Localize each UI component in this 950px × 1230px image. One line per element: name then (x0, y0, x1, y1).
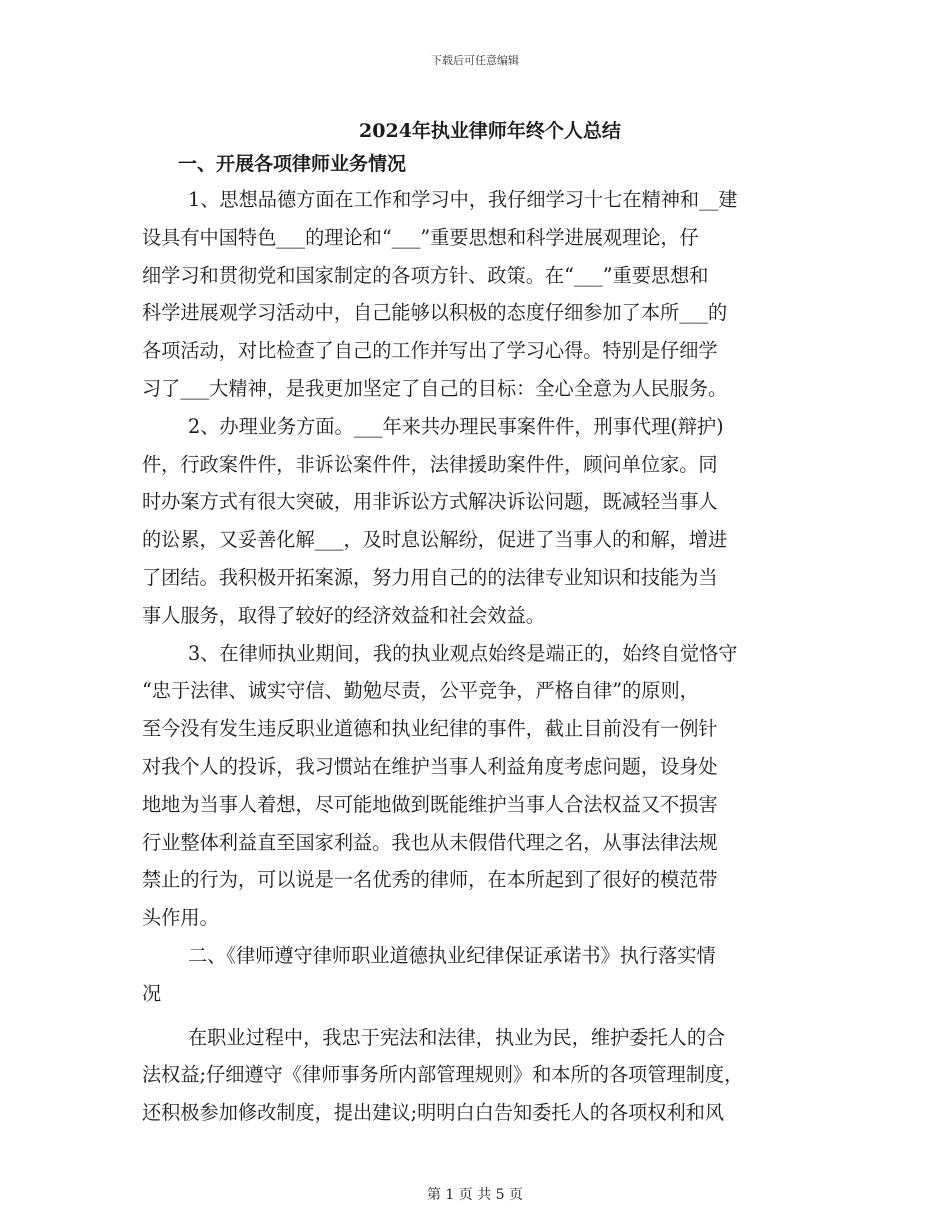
body-line: 时办案方式有很大突破，用非诉讼方式解决诉讼问题，既减轻当事人 (142, 490, 718, 514)
body-line: 件，行政案件件，非诉讼案件件，法律援助案件件，顾问单位家。同 (142, 452, 718, 476)
body-line: 科学进展观学习活动中，自己能够以积极的态度仔细参加了本所___的 (142, 301, 728, 325)
body-line: 行业整体利益直至国家利益。我也从未假借代理之名，从事法律法规 (142, 830, 718, 854)
document-body (142, 186, 814, 1137)
body-line: 地地为当事人着想，尽可能地做到既能维护当事人合法权益又不损害 (142, 792, 718, 816)
body-line: 的讼累，又妥善化解___，及时息讼解纷，促进了当事人的和解，增进 (142, 528, 728, 552)
body-line: 对我个人的投诉，我习惯站在维护当事人利益角度考虑问题，设身处 (142, 754, 718, 778)
page-footer: 第 1 页 共 5 页 (426, 1187, 524, 1203)
body-line: 各项活动，对比检查了自己的工作并写出了学习心得。特别是仔细学 (142, 339, 718, 363)
body-line: 二、《律师遵守律师职业道德执业纪律保证承诺书》执行落实情 (188, 943, 716, 967)
body-line: 事人服务，取得了较好的经济效益和社会效益。 (142, 603, 545, 627)
body-line: 禁止的行为，可以说是一名优秀的律师，在本所起到了很好的模范带 (142, 868, 718, 892)
body-line: 设具有中国特色___的理论和“___”重要思想和科学进展观理论，仔 (142, 225, 699, 249)
body-line: “忠于法律、诚实守信、勤勉尽责，公平竞争，严格自律”的原则， (142, 679, 699, 703)
body-line: 2、办理业务方面。___年来共办理民事案件件，刑事代理(辩护) (188, 414, 724, 438)
page-header: 下载后可任意编辑 (431, 54, 519, 67)
body-line: 头作用。 (142, 906, 219, 930)
body-line: 况 (142, 981, 162, 1005)
body-line: 3、在律师执业期间，我的执业观点始终是端正的，始终自觉恪守 (188, 641, 738, 665)
body-line: 至今没有发生违反职业道德和执业纪律的事件，截止目前没有一例针 (142, 717, 718, 741)
body-line: 细学习和贯彻党和国家制定的各项方针、政策。在“___”重要思想和 (142, 263, 709, 287)
body-line: 1、思想品德方面在工作和学习中，我仔细学习十七在精神和__建 (188, 188, 738, 211)
body-line: 还积极参加修改制度，提出建议;明明白白告知委托人的各项权利和风 (142, 1101, 725, 1125)
body-line: 了团结。我积极开拓案源，努力用自己的的法律专业知识和技能为当 (142, 565, 718, 589)
body-line: 习了___大精神，是我更加坚定了自己的目标：全心全意为人民服务。 (142, 376, 728, 400)
document-title: 2024年执业律师年终个人总结 (359, 120, 621, 142)
section-heading: 一、开展各项律师业务情况 (178, 153, 407, 175)
body-line: 在职业过程中，我忠于宪法和法律，执业为民，维护委托人的合 (188, 1025, 726, 1049)
body-line: 法权益;仔细遵守《律师事务所内部管理规则》和本所的各项管理制度， (142, 1063, 744, 1087)
